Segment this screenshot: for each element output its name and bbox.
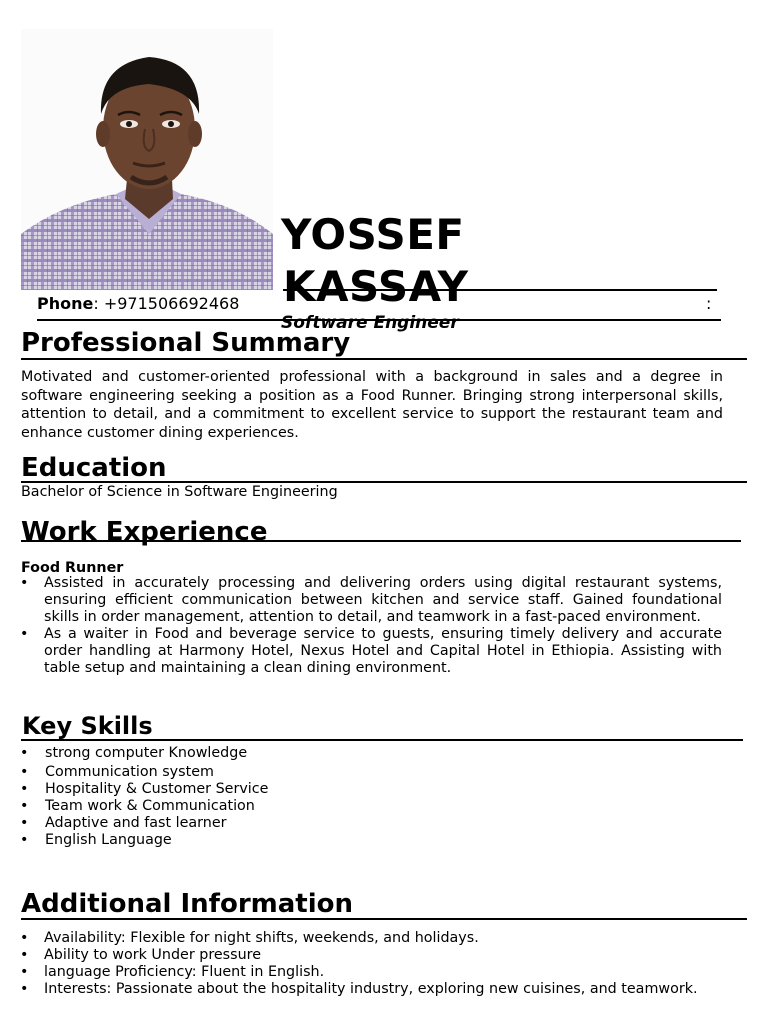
work-role: Food Runner	[21, 560, 124, 576]
summary-divider	[21, 358, 747, 360]
first-name: YOSSEF	[281, 210, 465, 259]
summary-heading: Professional Summary	[21, 328, 351, 358]
last-name: KASSAY	[283, 262, 469, 311]
education-degree: Bachelor of Science in Software Engineering	[21, 484, 338, 500]
skill-text: Communication system	[45, 764, 214, 780]
list-item	[20, 815, 720, 832]
bullet-icon: •	[20, 930, 29, 946]
list-item	[20, 981, 700, 998]
bullet-icon: •	[20, 815, 29, 831]
list-item	[20, 575, 722, 626]
phone-number: : +971506692468	[93, 294, 240, 313]
summary-text: Motivated and customer-oriented professional with a background in sales and a degree in software engineering seeking a position as a Food Runner. Bringing strong interpersonal skills, attention to detail, and a commitment to excellent service to support the restaurant team and enhance customer dining experiences.	[21, 369, 723, 441]
list-item	[20, 798, 720, 815]
phone-line	[37, 294, 239, 314]
work-heading: Work Experience	[21, 517, 268, 547]
work-bullets-container	[20, 575, 726, 686]
additional-text: Interests: Passionate about the hospitality industry, exploring new cuisines, and teamwork.	[44, 981, 698, 997]
bullet-icon: •	[20, 745, 29, 761]
additional-text: Availability: Flexible for night shifts, weekends, and holidays.	[44, 930, 479, 946]
list-item	[20, 964, 700, 981]
work-bullet-text: As a waiter in Food and beverage service to guests, ensuring timely delivery and accurate order handling at Harmony Hotel, Nexus Hotel and Capital Hotel in Ethiopia. Assisting with table setup and maintaining a clean dining environment.	[44, 626, 722, 676]
work-bullets	[20, 575, 722, 677]
work-bullet-text: Assisted in accurately processing and delivering orders using digital restaurant systems, ensuring efficient communication between kitchen and service staff. Gained foundational skills in order management, attention to detail, and teamwork in a fast-paced environment.	[44, 575, 722, 625]
bullet-icon: •	[20, 832, 29, 848]
skills-divider	[21, 739, 743, 741]
list-item	[20, 832, 720, 849]
bullet-icon: •	[20, 798, 29, 814]
skill-text: Hospitality & Customer Service	[45, 781, 269, 797]
skills-heading: Key Skills	[22, 712, 153, 740]
bullet-icon: •	[20, 947, 29, 963]
additional-text: language Proficiency: Fluent in English.	[44, 964, 325, 980]
work-divider	[21, 540, 741, 542]
additional-text: Ability to work Under pressure	[44, 947, 261, 963]
list-item	[20, 781, 720, 798]
bullet-icon: •	[20, 981, 29, 997]
phone-label: Phone	[37, 294, 94, 313]
skills-list	[20, 745, 720, 849]
bullet-icon: •	[20, 781, 29, 797]
bullet-icon: •	[20, 575, 29, 591]
list-item	[20, 930, 700, 947]
bullet-icon: •	[20, 764, 29, 780]
skill-text: Adaptive and fast learner	[45, 815, 227, 831]
additional-divider	[21, 918, 747, 920]
list-item	[20, 764, 720, 781]
trailing-colon: :	[706, 294, 712, 313]
list-item	[20, 626, 722, 677]
skill-text: strong computer Knowledge	[45, 745, 248, 761]
additional-heading: Additional Information	[21, 889, 354, 919]
skill-text: Team work & Communication	[45, 798, 255, 814]
list-item	[20, 745, 720, 762]
bullet-icon: •	[20, 964, 29, 980]
job-title: Software Engineer	[281, 313, 459, 333]
skill-text: English Language	[45, 832, 172, 848]
additional-list	[20, 930, 700, 998]
profile-photo	[21, 29, 273, 290]
bullet-icon: •	[20, 626, 29, 642]
education-heading: Education	[21, 453, 167, 483]
list-item	[20, 947, 700, 964]
